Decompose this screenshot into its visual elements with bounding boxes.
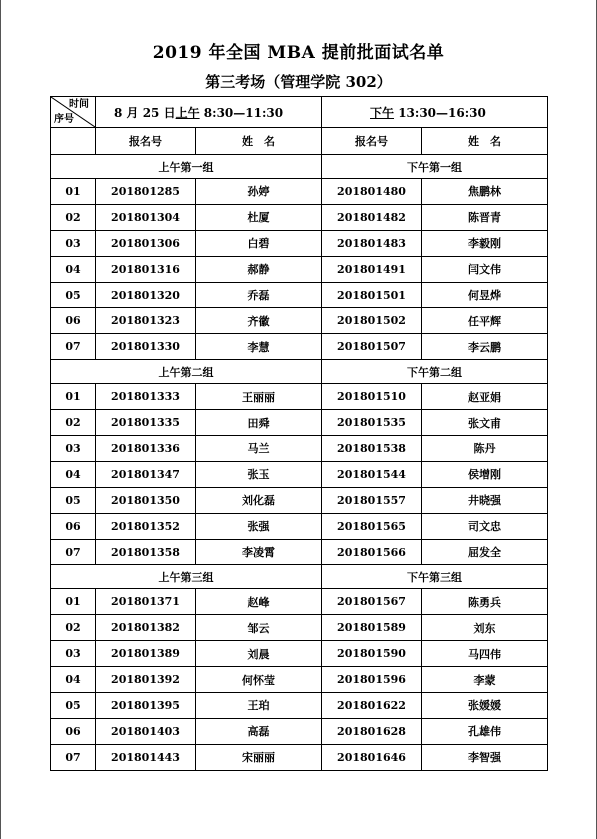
am-reg-no-cell: 201801333 [96, 384, 196, 410]
am-name-cell: 李慧 [196, 334, 322, 360]
seq-cell: 03 [51, 436, 96, 462]
pm-reg-no-cell: 201801538 [322, 436, 422, 462]
seq-cell: 03 [51, 230, 96, 256]
am-reg-no-cell: 201801403 [96, 718, 196, 744]
am-name-cell: 杜厦 [196, 204, 322, 230]
pm-reg-no-cell: 201801646 [322, 744, 422, 770]
seq-cell: 01 [51, 589, 96, 615]
am-name-header: 姓 名 [196, 128, 322, 155]
am-name-cell: 邹云 [196, 615, 322, 641]
pm-name-cell: 任平辉 [422, 308, 548, 334]
am-reg-no-cell: 201801330 [96, 334, 196, 360]
pm-name-cell: 李智强 [422, 744, 548, 770]
am-name-cell: 张玉 [196, 461, 322, 487]
corner-label-seq: 序号 [54, 114, 74, 125]
pm-reg-no-cell: 201801491 [322, 256, 422, 282]
corner-cell [51, 97, 96, 128]
am-name-cell: 何怀莹 [196, 667, 322, 693]
am-group-label: 上午第二组 [51, 360, 322, 384]
table-row [51, 410, 548, 436]
seq-cell: 04 [51, 461, 96, 487]
am-reg-no-cell: 201801323 [96, 308, 196, 334]
am-reg-no-cell: 201801336 [96, 436, 196, 462]
seq-cell: 04 [51, 256, 96, 282]
group-header-row [51, 565, 548, 589]
am-reg-no-cell: 201801392 [96, 667, 196, 693]
table-row [51, 718, 548, 744]
am-name-cell: 白碧 [196, 230, 322, 256]
table-row [51, 179, 548, 205]
am-reg-no-cell: 201801395 [96, 693, 196, 719]
pm-reg-no-cell: 201801589 [322, 615, 422, 641]
seq-cell: 06 [51, 308, 96, 334]
am-reg-no-header: 报名号 [96, 128, 196, 155]
am-reg-no-cell: 201801350 [96, 487, 196, 513]
pm-reg-no-cell: 201801590 [322, 641, 422, 667]
am-name-cell: 齐徽 [196, 308, 322, 334]
seq-cell: 06 [51, 718, 96, 744]
seq-cell: 02 [51, 410, 96, 436]
am-reg-no-cell: 201801389 [96, 641, 196, 667]
table-row [51, 334, 548, 360]
pm-reg-no-header: 报名号 [322, 128, 422, 155]
am-reg-no-cell: 201801320 [96, 282, 196, 308]
seq-cell: 01 [51, 384, 96, 410]
seq-header-cell [51, 128, 96, 155]
pm-reg-no-cell: 201801510 [322, 384, 422, 410]
afternoon-period: 下午 [370, 105, 395, 120]
am-reg-no-cell: 201801304 [96, 204, 196, 230]
am-reg-no-cell: 201801358 [96, 539, 196, 565]
interview-schedule-table [50, 96, 548, 771]
pm-group-label: 下午第二组 [322, 360, 548, 384]
afternoon-time-cell [322, 97, 548, 128]
afternoon-range: 13:30—16:30 [394, 105, 486, 120]
pm-reg-no-cell: 201801502 [322, 308, 422, 334]
pm-name-cell: 何昱烨 [422, 282, 548, 308]
pm-reg-no-cell: 201801480 [322, 179, 422, 205]
am-reg-no-cell: 201801382 [96, 615, 196, 641]
pm-reg-no-cell: 201801483 [322, 230, 422, 256]
am-name-cell: 郝静 [196, 256, 322, 282]
corner-label-time: 时间 [69, 99, 89, 110]
am-name-cell: 高磊 [196, 718, 322, 744]
pm-name-cell: 陈丹 [422, 436, 548, 462]
seq-cell: 05 [51, 487, 96, 513]
pm-name-cell: 司文忠 [422, 513, 548, 539]
table-row [51, 615, 548, 641]
pm-name-cell: 张文甫 [422, 410, 548, 436]
table-row [51, 230, 548, 256]
pm-reg-no-cell: 201801567 [322, 589, 422, 615]
pm-reg-no-cell: 201801628 [322, 718, 422, 744]
pm-name-cell: 陈勇兵 [422, 589, 548, 615]
am-name-cell: 李凌霄 [196, 539, 322, 565]
pm-reg-no-cell: 201801557 [322, 487, 422, 513]
am-reg-no-cell: 201801347 [96, 461, 196, 487]
am-group-label: 上午第一组 [51, 155, 322, 179]
am-name-cell: 王珀 [196, 693, 322, 719]
pm-group-label: 下午第三组 [322, 565, 548, 589]
pm-reg-no-cell: 201801507 [322, 334, 422, 360]
am-reg-no-cell: 201801285 [96, 179, 196, 205]
pm-reg-no-cell: 201801565 [322, 513, 422, 539]
pm-reg-no-cell: 201801622 [322, 693, 422, 719]
pm-name-cell: 屈发全 [422, 539, 548, 565]
pm-reg-no-cell: 201801544 [322, 461, 422, 487]
group-header-row [51, 360, 548, 384]
seq-cell: 04 [51, 667, 96, 693]
am-reg-no-cell: 201801335 [96, 410, 196, 436]
table-row [51, 539, 548, 565]
time-header-row [51, 97, 548, 128]
pm-name-cell: 刘东 [422, 615, 548, 641]
seq-cell: 02 [51, 615, 96, 641]
pm-name-cell: 赵亚娟 [422, 384, 548, 410]
morning-range: 8:30—11:30 [199, 105, 284, 120]
pm-name-cell: 侯增刚 [422, 461, 548, 487]
table-row [51, 384, 548, 410]
seq-cell: 07 [51, 334, 96, 360]
pm-name-cell: 焦鹏林 [422, 179, 548, 205]
table-row [51, 693, 548, 719]
pm-name-cell: 李云鹏 [422, 334, 548, 360]
morning-period: 上午 [175, 105, 200, 120]
am-reg-no-cell: 201801443 [96, 744, 196, 770]
seq-cell: 07 [51, 744, 96, 770]
am-name-cell: 乔磊 [196, 282, 322, 308]
am-name-cell: 刘晨 [196, 641, 322, 667]
table-row [51, 641, 548, 667]
pm-name-cell: 孔雄伟 [422, 718, 548, 744]
morning-time-cell [96, 97, 322, 128]
table-row [51, 436, 548, 462]
table-row [51, 589, 548, 615]
page-edge-left [0, 0, 1, 839]
pm-reg-no-cell: 201801482 [322, 204, 422, 230]
seq-cell: 06 [51, 513, 96, 539]
table-row [51, 308, 548, 334]
pm-reg-no-cell: 201801566 [322, 539, 422, 565]
pm-name-cell: 张媛媛 [422, 693, 548, 719]
am-name-cell: 刘化磊 [196, 487, 322, 513]
pm-name-header: 姓 名 [422, 128, 548, 155]
seq-cell: 05 [51, 693, 96, 719]
am-name-cell: 马兰 [196, 436, 322, 462]
am-reg-no-cell: 201801316 [96, 256, 196, 282]
am-reg-no-cell: 201801306 [96, 230, 196, 256]
pm-name-cell: 马四伟 [422, 641, 548, 667]
pm-reg-no-cell: 201801535 [322, 410, 422, 436]
table-row [51, 487, 548, 513]
am-reg-no-cell: 201801371 [96, 589, 196, 615]
am-name-cell: 宋丽丽 [196, 744, 322, 770]
am-name-cell: 赵峰 [196, 589, 322, 615]
document-subtitle: 第三考场（管理学院 302） [205, 73, 392, 91]
table-row [51, 513, 548, 539]
am-group-label: 上午第三组 [51, 565, 322, 589]
am-reg-no-cell: 201801352 [96, 513, 196, 539]
seq-cell: 03 [51, 641, 96, 667]
date-label: 8 月 25 日 [114, 105, 176, 120]
am-name-cell: 王丽丽 [196, 384, 322, 410]
table-row [51, 744, 548, 770]
pm-reg-no-cell: 201801501 [322, 282, 422, 308]
seq-cell: 02 [51, 204, 96, 230]
seq-cell: 01 [51, 179, 96, 205]
table-row [51, 204, 548, 230]
column-header-row [51, 128, 548, 155]
pm-name-cell: 李蒙 [422, 667, 548, 693]
table-row [51, 282, 548, 308]
table-row [51, 256, 548, 282]
pm-name-cell: 陈晋青 [422, 204, 548, 230]
pm-name-cell: 闫文伟 [422, 256, 548, 282]
pm-name-cell: 井晓强 [422, 487, 548, 513]
am-name-cell: 孙婷 [196, 179, 322, 205]
table-row [51, 667, 548, 693]
pm-name-cell: 李毅刚 [422, 230, 548, 256]
am-name-cell: 张强 [196, 513, 322, 539]
seq-cell: 05 [51, 282, 96, 308]
pm-group-label: 下午第一组 [322, 155, 548, 179]
group-header-row [51, 155, 548, 179]
seq-cell: 07 [51, 539, 96, 565]
document-title: 2019 年全国 MBA 提前批面试名单 [152, 43, 445, 63]
am-name-cell: 田舜 [196, 410, 322, 436]
pm-reg-no-cell: 201801596 [322, 667, 422, 693]
table-row [51, 461, 548, 487]
